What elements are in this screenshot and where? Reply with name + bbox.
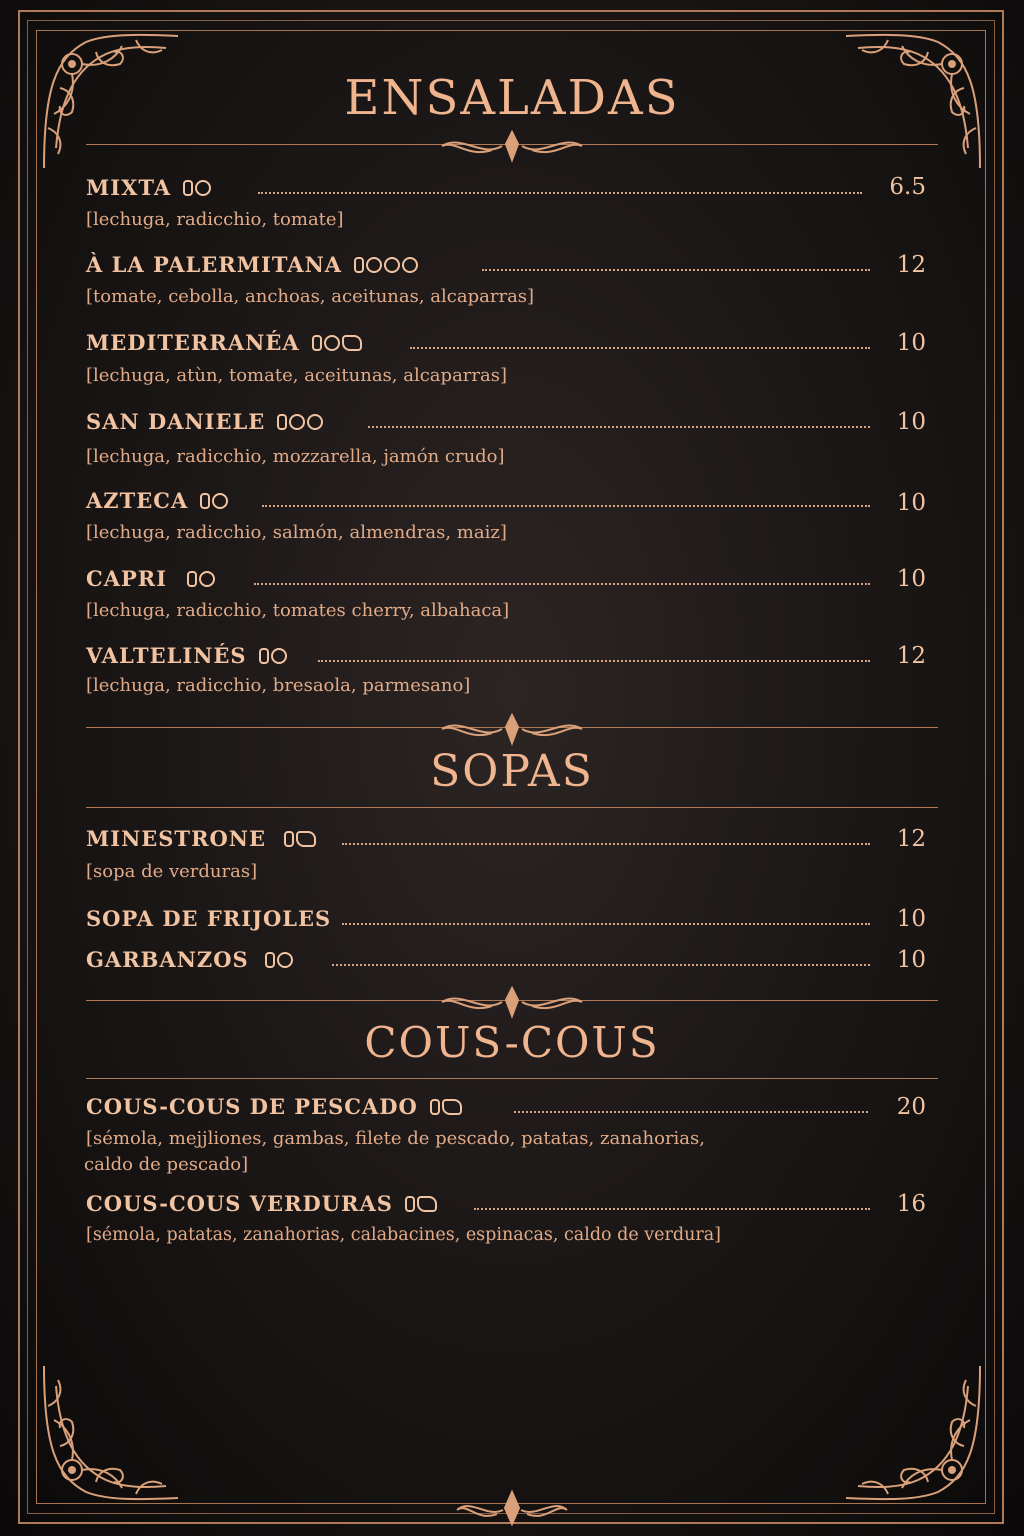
item-name: MEDITERRANÉA: [86, 330, 300, 355]
item-description: [lechuga, radicchio, bresaola, parmesano]: [86, 675, 471, 696]
wheat-icon: [430, 1099, 440, 1115]
menu-item-minestrone: [86, 826, 316, 851]
menu-item-palermitana: [86, 252, 418, 277]
item-description: [sémola, patatas, zanahorias, calabacines, espinacas, caldo de verdura]: [86, 1225, 721, 1245]
allergen-icons: [312, 335, 362, 351]
salmon-icon: [212, 493, 228, 509]
menu-item-mediterranea: [86, 330, 362, 355]
menu-item-azteca: [86, 488, 228, 513]
item-price: 10: [896, 330, 926, 356]
item-name: MIXTA: [86, 175, 172, 200]
fish-plate-icon: [442, 1099, 462, 1115]
dot-leader: [254, 583, 870, 585]
dot-leader: [474, 1208, 870, 1210]
plate-icon: [195, 180, 211, 196]
item-description: [sémola, mejjliones, gambas, filete de pescado, patatas, zanahorias,: [86, 1128, 705, 1149]
item-price: 10: [896, 409, 926, 435]
dot-leader: [318, 660, 870, 662]
wheat-icon: [183, 180, 193, 196]
section-divider: [86, 807, 938, 808]
wheat-icon: [277, 414, 287, 430]
item-price: 20: [896, 1094, 926, 1120]
item-description: [lechuga, radicchio, salmón, almendras, maiz]: [86, 522, 507, 543]
item-name: GARBANZOS: [86, 947, 249, 972]
item-price: 12: [896, 252, 926, 278]
allergen-icons: [430, 1099, 462, 1115]
flourish-ornament-icon: [422, 986, 602, 1020]
item-description: [lechuga, radicchio, mozzarella, jamón crudo]: [86, 446, 505, 467]
dot-leader: [332, 964, 870, 966]
item-price: 10: [896, 906, 926, 932]
allergen-icons: [183, 180, 211, 196]
wheat-icon: [284, 831, 294, 847]
chickpea-icon: [277, 952, 293, 968]
menu-item-capri: [86, 566, 215, 591]
item-name: À LA PALERMITANA: [86, 252, 343, 277]
dot-leader: [482, 269, 870, 271]
item-name: SAN DANIELE: [86, 409, 266, 434]
wheat-icon: [259, 648, 269, 664]
allergen-icons: [354, 257, 418, 273]
item-name: COUS-COUS DE PESCADO: [86, 1094, 418, 1119]
flourish-ornament-icon: [422, 130, 602, 164]
wheat-icon: [265, 952, 275, 968]
item-description: [tomate, cebolla, anchoas, aceitunas, alcaparras]: [86, 286, 535, 307]
item-price: 6.5: [889, 174, 926, 200]
vegetable-icon: [417, 1196, 437, 1212]
beef-icon: [271, 648, 287, 664]
flourish-ornament-icon: [422, 713, 602, 747]
menu-item-sopa-de-frijoles: [86, 906, 331, 931]
dot-leader: [342, 843, 870, 845]
item-name: AZTECA: [86, 488, 189, 513]
item-description-continued: caldo de pescado]: [84, 1154, 249, 1175]
tomato-icon: [324, 335, 340, 351]
item-price: 10: [896, 566, 926, 592]
tuna-icon: [342, 335, 362, 351]
item-name: MINESTRONE: [86, 826, 267, 851]
dot-leader: [262, 505, 870, 507]
allergen-icons: [277, 414, 323, 430]
ham-icon: [307, 414, 323, 430]
dot-leader: [514, 1111, 868, 1113]
allergen-icons: [200, 493, 228, 509]
item-price: 12: [896, 826, 926, 852]
allergen-icons: [187, 571, 215, 587]
wheat-icon: [405, 1196, 415, 1212]
dot-leader: [410, 347, 870, 349]
dot-leader: [258, 192, 862, 194]
onion-icon: [366, 257, 382, 273]
corner-ornament-icon: [838, 1356, 988, 1506]
dot-leader: [342, 923, 870, 925]
section-title-couscous: COUS-COUS: [364, 1018, 660, 1067]
menu-item-garbanzos: [86, 947, 293, 972]
dot-leader: [368, 426, 870, 428]
allergen-icons: [259, 648, 287, 664]
item-name: CAPRI: [86, 566, 168, 591]
menu-item-san-daniele: [86, 409, 323, 434]
allergen-icons: [265, 952, 293, 968]
fish-icon: [384, 257, 400, 273]
section-divider: [86, 1078, 938, 1079]
item-description: [lechuga, atùn, tomate, aceitunas, alcaparras]: [86, 365, 507, 386]
item-price: 10: [896, 947, 926, 973]
wheat-icon: [312, 335, 322, 351]
wheat-icon: [187, 571, 197, 587]
allergen-icons: [405, 1196, 437, 1212]
menu-item-couscous-de-pescado: [86, 1094, 462, 1119]
vegetable-icon: [296, 831, 316, 847]
item-name: COUS-COUS VERDURAS: [86, 1191, 393, 1216]
item-name: SOPA DE FRIJOLES: [86, 906, 332, 931]
allergen-icons: [284, 831, 316, 847]
item-price: 10: [896, 490, 926, 516]
item-price: 12: [896, 643, 926, 669]
bottom-ornament-icon: [447, 1488, 577, 1528]
olive-icon: [402, 257, 418, 273]
item-name: VALTELINÉS: [86, 643, 247, 668]
wheat-icon: [354, 257, 364, 273]
section-title-ensaladas: ENSALADAS: [344, 70, 680, 126]
section-title-sopas: SOPAS: [430, 746, 594, 797]
corner-ornament-icon: [36, 1356, 186, 1506]
item-price: 16: [896, 1191, 926, 1217]
basil-icon: [199, 571, 215, 587]
cheese-icon: [289, 414, 305, 430]
menu-item-mixta: [86, 175, 211, 200]
menu-item-valtelines: [86, 643, 287, 668]
menu-item-couscous-verduras: [86, 1191, 437, 1216]
item-description: [sopa de verduras]: [86, 861, 258, 882]
item-description: [lechuga, radicchio, tomate]: [86, 209, 344, 230]
item-description: [lechuga, radicchio, tomates cherry, albahaca]: [86, 600, 510, 621]
wheat-icon: [200, 493, 210, 509]
